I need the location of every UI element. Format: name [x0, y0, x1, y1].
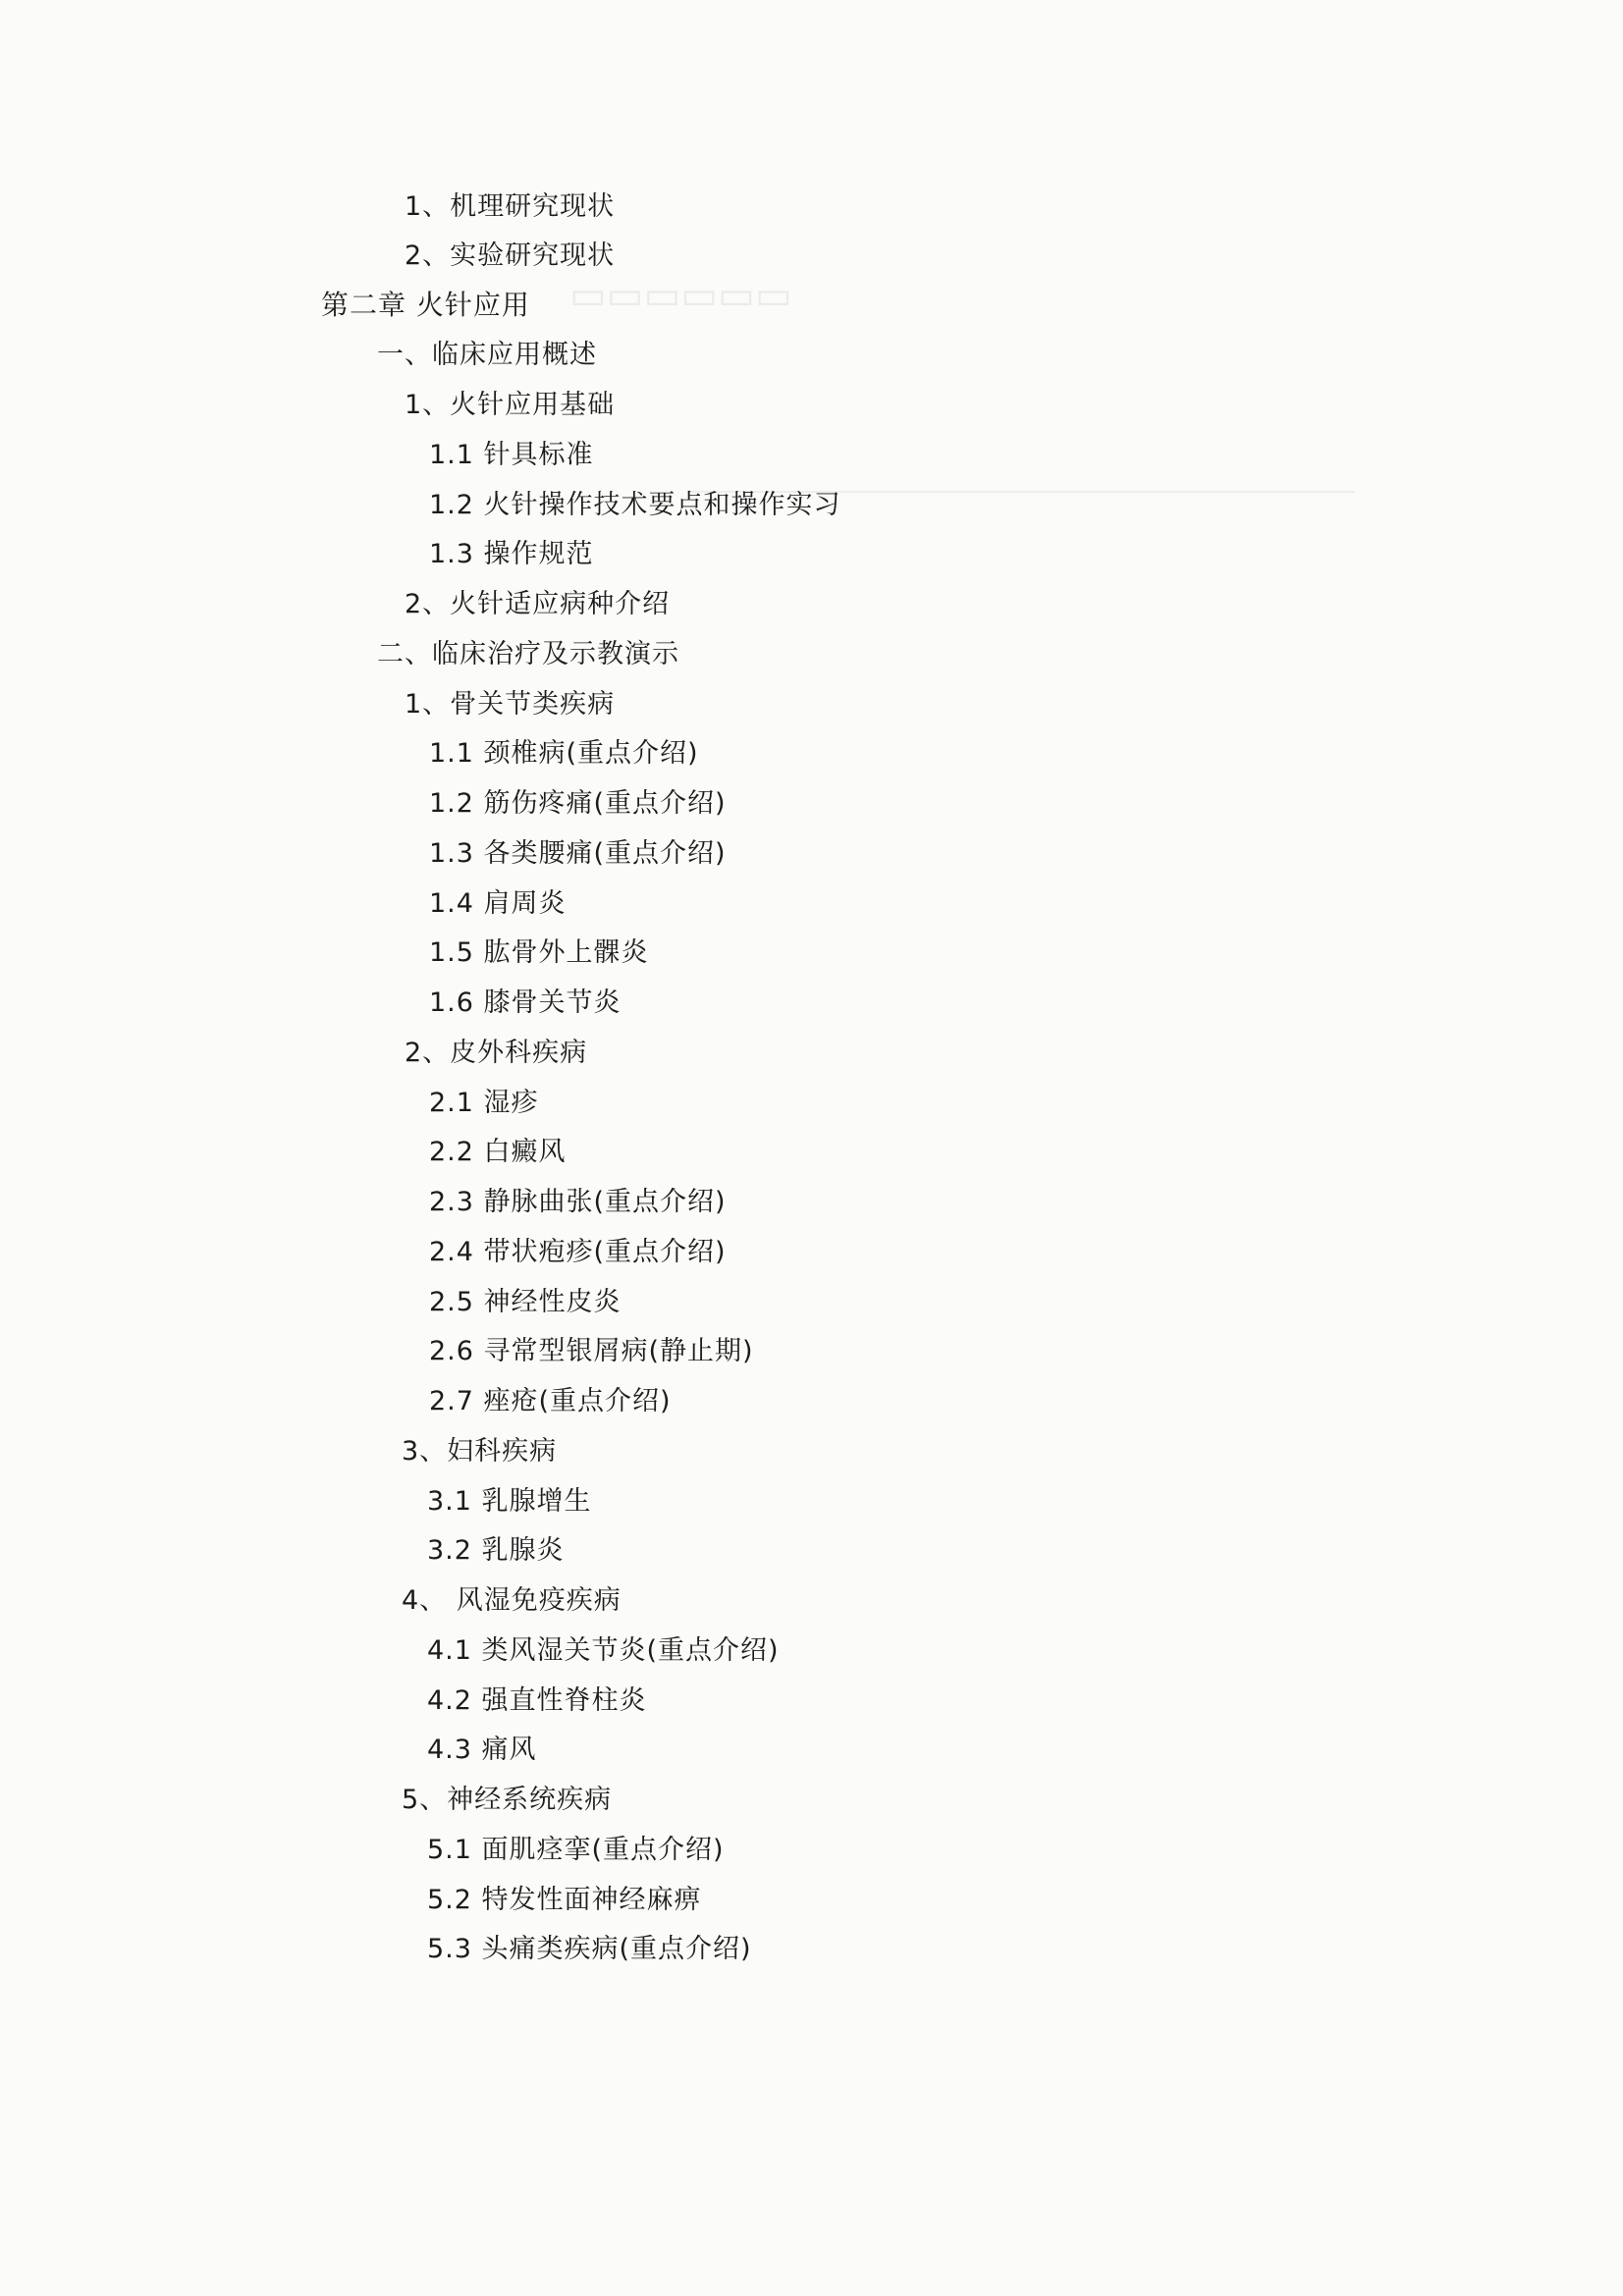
- toc-entry: 2、实验研究现状: [405, 240, 616, 271]
- toc-entry: 1.1 针具标准: [429, 440, 594, 470]
- section-heading: 一、临床应用概述: [377, 340, 597, 370]
- toc-entry: 2.7 痤疮(重点介绍): [429, 1386, 672, 1416]
- toc-entry: 4.1 类风湿关节炎(重点介绍): [427, 1635, 780, 1666]
- toc-entry: 2.1 湿疹: [429, 1088, 539, 1118]
- toc-entry: 5.2 特发性面神经麻痹: [427, 1885, 702, 1915]
- toc-entry: 1、火针应用基础: [405, 390, 616, 420]
- section-heading: 二、临床治疗及示教演示: [377, 639, 679, 669]
- toc-entry: 4.2 强直性脊柱炎: [427, 1685, 647, 1716]
- toc-entry: 2.6 寻常型银屑病(静止期): [429, 1336, 754, 1366]
- toc-entry: 3.2 乳腺炎: [427, 1535, 565, 1566]
- toc-entry: 2.3 静脉曲张(重点介绍): [429, 1187, 727, 1217]
- bleed-through-mark: ▭▭▭▭▭▭: [569, 273, 792, 318]
- toc-entry: 5.1 面肌痉挛(重点介绍): [427, 1835, 725, 1865]
- toc-entry: 4、 风湿免疫疾病: [402, 1585, 622, 1616]
- chapter-heading: 第二章 火针应用: [321, 289, 530, 321]
- toc-entry: 1.5 肱骨外上髁炎: [429, 937, 649, 968]
- toc-entry: 1、骨关节类疾病: [405, 689, 616, 720]
- toc-entry: 1.3 操作规范: [429, 539, 594, 569]
- toc-entry: 1.1 颈椎病(重点介绍): [429, 738, 699, 769]
- toc-entry: 1、机理研究现状: [405, 191, 616, 222]
- toc-entry: 1.4 肩周炎: [429, 888, 567, 919]
- toc-entry: 2.5 神经性皮炎: [429, 1287, 622, 1317]
- toc-entry: 2.4 带状疱疹(重点介绍): [429, 1237, 727, 1267]
- toc-entry: 1.6 膝骨关节炎: [429, 988, 622, 1018]
- toc-entry: 4.3 痛风: [427, 1735, 537, 1765]
- toc-entry: 3、妇科疾病: [402, 1436, 558, 1467]
- toc-entry: 3.1 乳腺增生: [427, 1486, 592, 1517]
- toc-entry: 5、神经系统疾病: [402, 1785, 613, 1815]
- toc-entry: 1.2 火针操作技术要点和操作实习: [429, 490, 841, 520]
- toc-entry: 2、皮外科疾病: [405, 1038, 588, 1068]
- toc-entry: 2、火针适应病种介绍: [405, 589, 671, 619]
- toc-entry: 1.3 各类腰痛(重点介绍): [429, 838, 727, 869]
- toc-entry: 2.2 白癜风: [429, 1137, 567, 1167]
- toc-entry: 5.3 头痛类疾病(重点介绍): [427, 1934, 752, 1964]
- toc-entry: 1.2 筋伤疼痛(重点介绍): [429, 788, 727, 819]
